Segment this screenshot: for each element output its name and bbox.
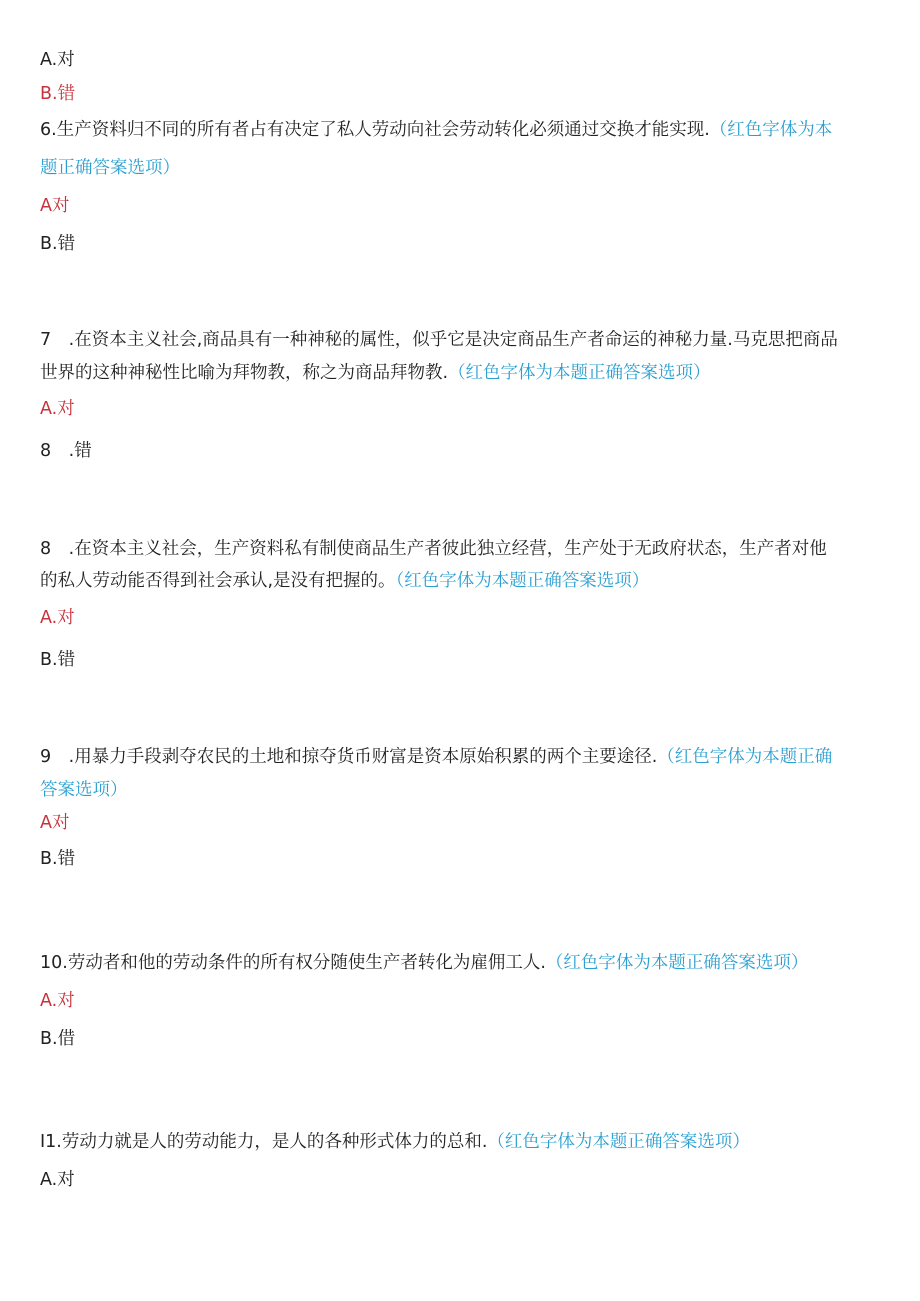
text-line (40, 361, 711, 385)
text-line (40, 989, 75, 1013)
question-text: A.对 (40, 1170, 75, 1190)
answer-note: （红色字体为本题正确 (657, 747, 833, 767)
question-text: 6.生产资料归不同的所有者占有决定了私人劳动向社会劳动转化必须通过交换才能实现. (40, 120, 710, 140)
text-line (40, 1130, 750, 1154)
text-line (40, 397, 75, 421)
correct-answer-option: B.错 (40, 84, 76, 104)
text-line (40, 328, 838, 352)
text-line (40, 745, 832, 769)
text-line (40, 847, 75, 871)
answer-note: （红色字体为本题正确答案选项） (487, 1132, 750, 1152)
answer-note: （红色字体为本题正确答案选项） (395, 571, 650, 591)
correct-answer-option: A.对 (40, 399, 75, 419)
question-text: B.错 (40, 650, 76, 670)
answer-note: （红色字体为本题正确答案选项） (448, 363, 711, 383)
text-line (40, 232, 75, 256)
answer-note: 答案选项） (40, 780, 128, 800)
question-text: 8 .错 (40, 441, 92, 461)
text-line (40, 118, 832, 142)
text-line (40, 951, 808, 975)
text-line (40, 778, 128, 802)
text-line (40, 537, 827, 561)
question-text: B.错 (40, 234, 76, 254)
question-text: 8 .在资本主义社会，生产资料私有制使商品生产者彼此独立经营，生产处于无政府状态，生产者对他 (40, 539, 827, 559)
question-text: 的私人劳动能否得到社会承认,是没有把握的。 (40, 571, 396, 591)
text-line (40, 648, 75, 672)
text-line (40, 48, 75, 72)
text-line (40, 1027, 75, 1051)
answer-note: （红色字体为本题正确答案选项） (545, 953, 809, 973)
question-text: 10.劳动者和他的劳动条件的所有权分随使生产者转化为雇佣工人. (40, 953, 546, 973)
question-text: B.借 (40, 1029, 76, 1049)
question-text: B.错 (40, 849, 76, 869)
correct-answer-option: A.对 (40, 991, 75, 1011)
text-line (40, 569, 649, 593)
correct-answer-option: A对 (40, 813, 70, 833)
answer-note: （红色字体为本 (709, 120, 833, 140)
text-line (40, 606, 75, 630)
question-text: 世界的这种神秘性比喻为拜物教，称之为商品拜物教. (40, 363, 449, 383)
question-text: I1.劳动力就是人的劳动能力，是人的各种形式体力的总和. (40, 1132, 488, 1152)
correct-answer-option: A.对 (40, 608, 75, 628)
question-text: A.对 (40, 50, 75, 70)
text-line (40, 1168, 75, 1192)
text-line (40, 439, 92, 463)
text-line (40, 82, 75, 106)
text-line (40, 811, 69, 835)
text-line (40, 194, 69, 218)
text-line (40, 156, 180, 180)
correct-answer-option: A对 (40, 196, 70, 216)
question-text: 7 .在资本主义社会,商品具有一种神秘的属性，似乎它是决定商品生产者命运的神秘力量.马克思把商品 (40, 330, 838, 350)
question-text: 9 .用暴力手段剥夺农民的土地和掠夺货币财富是资本原始积累的两个主要途径. (40, 747, 658, 767)
answer-note: 题正确答案选项） (40, 158, 180, 178)
